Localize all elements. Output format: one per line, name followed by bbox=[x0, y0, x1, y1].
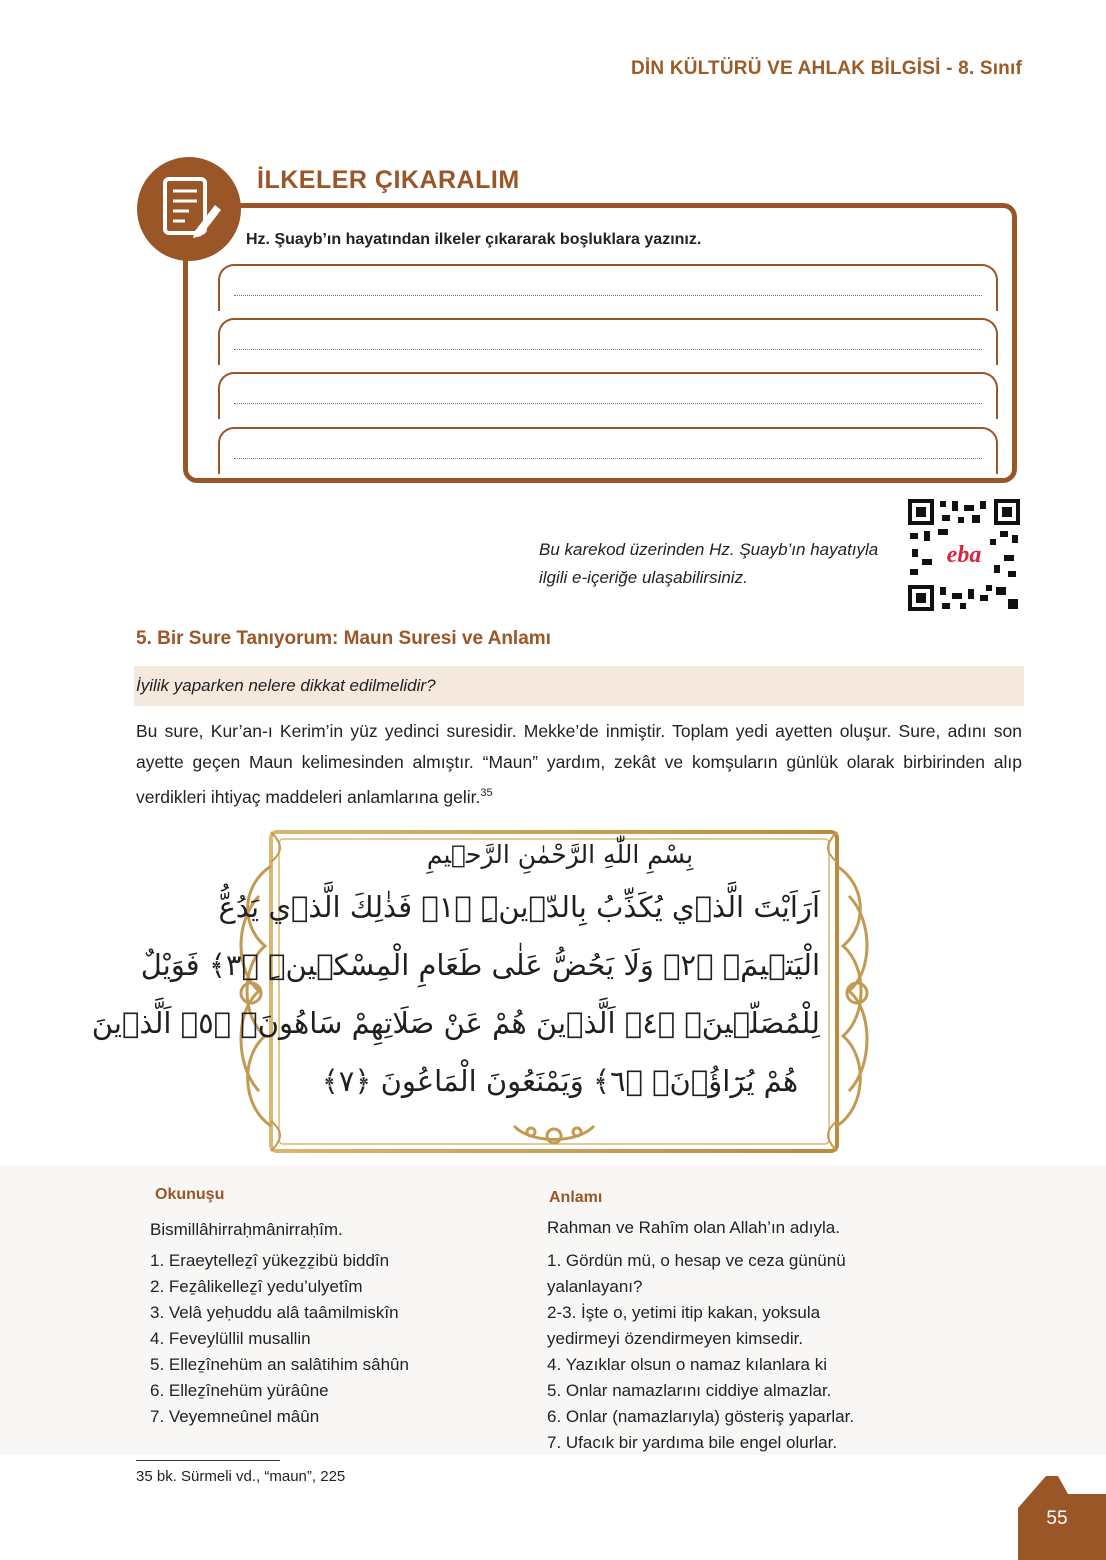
ornamental-frame bbox=[91, 826, 877, 1161]
notepad-pencil-icon bbox=[137, 157, 241, 261]
arabic-line-2: الْيَت۪يمَۙ ﴿٢﴾ وَلَا يَحُضُّ عَلٰى طَعَامِ الْمِسْك۪ينِۜ ﴿٣﴾ فَوَيْلٌ bbox=[140, 948, 820, 982]
answer-line-2[interactable] bbox=[218, 318, 998, 365]
answer-line-3[interactable] bbox=[218, 372, 998, 419]
answer-line-4[interactable] bbox=[218, 427, 998, 474]
anlami-line: 6. Onlar (namazlarıyla) gösteriş yaparlar. bbox=[547, 1407, 855, 1426]
anlami-line: yedirmeyi özendirmeyen kimsedir. bbox=[547, 1329, 804, 1348]
okunus-line: Bismillâhirraḥmânirraḥîm. bbox=[150, 1220, 343, 1239]
section-question: İyilik yaparken nelere dikkat edilmelidir? bbox=[136, 676, 436, 695]
okunus-heading: Okunuşu bbox=[155, 1186, 225, 1203]
arabic-line-1: اَرَاَيْتَ الَّذ۪ي يُكَذِّبُ بِالدّ۪ينِۜ ﴿١﴾ فَذٰلِكَ الَّذ۪ي يَدُعُّ bbox=[218, 890, 820, 924]
anlami-line: 5. Onlar namazlarını ciddiye almazlar. bbox=[547, 1381, 832, 1400]
anlami-heading: Anlamı bbox=[549, 1189, 603, 1206]
page-number: 55 bbox=[1046, 1508, 1068, 1529]
okunus-line: 4. Feveylüllil musallin bbox=[150, 1329, 311, 1348]
okunus-line: 6. Elleẕînehüm yürâûne bbox=[150, 1381, 329, 1400]
anlami-line: Rahman ve Rahîm olan Allah’ın adıyla. bbox=[547, 1218, 840, 1237]
okunus-line: 2. Feẕâlikelleẕî yedu’ulyetîm bbox=[150, 1277, 363, 1296]
activity-title: İLKELER ÇIKARALIM bbox=[257, 166, 520, 194]
answer-line-1[interactable] bbox=[218, 264, 998, 311]
footnote-ref: 35 bbox=[480, 787, 493, 799]
activity-instruction: Hz. Şuayb’ın hayatından ilkeler çıkararak boşluklara yazınız. bbox=[246, 231, 702, 248]
body-paragraph: Bu sure, Kur’an-ı Kerim’in yüz yedinci suresidir. Mekke’de inmiştir. Toplam yedi ayetten oluşur. Sure, adını son ayette geçen Maun kelimesinden almıştır. “Maun” yardım, zekât ve komşuların günlük olarak birbirinden alıp verdikleri ihtiyaç maddeleri anlamlarına gelir. bbox=[136, 721, 1022, 807]
anlami-line: 7. Ufacık bir yardıma bile engel olurlar. bbox=[547, 1433, 838, 1452]
running-header bbox=[631, 58, 1022, 80]
anlami-line: 4. Yazıklar olsun o namaz kılanlara ki bbox=[547, 1355, 828, 1374]
okunus-line: 7. Veyemneûnel mâûn bbox=[150, 1407, 320, 1426]
header-separator: - bbox=[940, 58, 959, 79]
footnote: 35 bk. Sürmeli vd., “maun”, 225 bbox=[136, 1468, 346, 1485]
book-title: DİN KÜLTÜRÜ VE AHLAK BİLGİSİ bbox=[631, 58, 941, 79]
section-title: 5. Bir Sure Tanıyorum: Maun Suresi ve Anlamı bbox=[136, 628, 551, 649]
qr-code[interactable] bbox=[908, 499, 1020, 611]
anlami-line: 2-3. İşte o, yetimi itip kakan, yoksula bbox=[547, 1303, 821, 1322]
grade-label: 8. Sınıf bbox=[958, 58, 1022, 79]
section-body bbox=[136, 716, 1022, 813]
okunus-line: 3. Velâ yeḥuddu alâ taâmilmiskîn bbox=[150, 1303, 399, 1322]
okunus-line: 1. Eraeytelleẕî yükeẕẕibü biddîn bbox=[150, 1251, 390, 1270]
arabic-line-4: هُمْ يُرَٓاؤُ۫نَۙ ﴿٦﴾ وَيَمْنَعُونَ الْمَاعُونَ ﴿٧﴾ bbox=[321, 1064, 799, 1098]
footnote-rule bbox=[136, 1460, 280, 1461]
anlami-line: yalanlayanı? bbox=[547, 1277, 643, 1296]
qr-caption: Bu karekod üzerinden Hz. Şuayb’ın hayatıyla ilgili e-içeriğe ulaşabilirsiniz. bbox=[539, 540, 879, 587]
basmala: بِسْمِ اللّٰهِ الرَّحْمٰنِ الرَّح۪يمِ bbox=[426, 840, 694, 869]
eba-logo: eba bbox=[946, 542, 982, 568]
okunus-line: 5. Elleẕînehüm an salâtihim sâhûn bbox=[150, 1355, 409, 1374]
arabic-line-3: لِلْمُصَلّ۪ينَۙ ﴿٤﴾ اَلَّذ۪ينَ هُمْ عَنْ صَلَاتِهِمْ سَاهُونَۙ ﴿٥﴾ اَلَّذ۪ينَ bbox=[91, 1006, 820, 1040]
anlami-line: 1. Gördün mü, o hesap ve ceza gününü bbox=[547, 1251, 846, 1270]
